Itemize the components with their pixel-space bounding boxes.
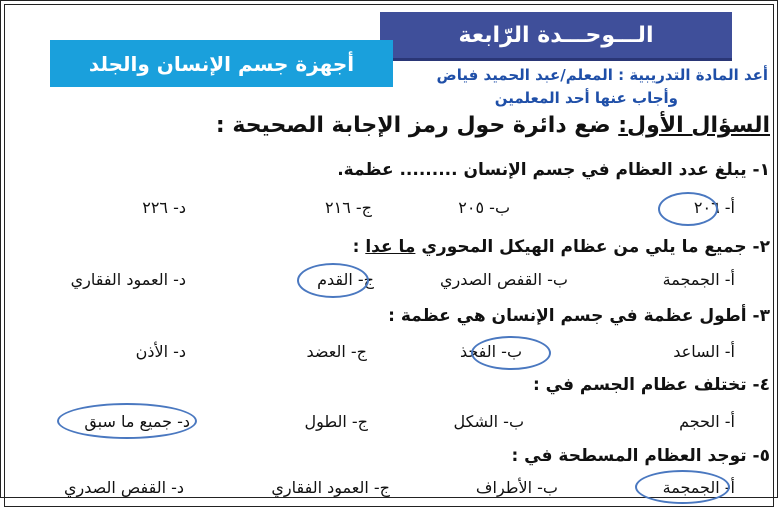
answer-circle-2 xyxy=(297,263,369,298)
answer-circle-3 xyxy=(471,336,551,370)
option-4-c[interactable]: ج- الطول xyxy=(304,412,368,431)
answer-circle-4 xyxy=(57,403,197,439)
question-title-label: السؤال الأول: xyxy=(618,113,770,138)
option-5-b[interactable]: ب- الأطراف xyxy=(475,478,558,497)
question-stem-4: ٤- تختلف عظام الجسم في : xyxy=(532,375,770,395)
answer-circle-5 xyxy=(635,470,730,504)
question-stem-5: ٥- توجد العظام المسطحة في : xyxy=(511,446,770,466)
subject-banner: أجهزة جسم الإنسان والجلد xyxy=(50,40,393,87)
option-3-c[interactable]: ج- العضد xyxy=(306,342,367,361)
option-2-d[interactable]: د- العمود الفقاري xyxy=(70,270,186,289)
answer-circle-1 xyxy=(658,192,718,226)
question-stem-1: ١- يبلغ عدد العظام في جسم الإنسان ......... عظمة. xyxy=(337,160,770,180)
option-2-b[interactable]: ب- القفص الصدري xyxy=(440,270,568,289)
question-stem-3: ٣- أطول عظمة في جسم الإنسان هي عظمة : xyxy=(388,306,770,326)
option-5-c[interactable]: ج- العمود الفقاري xyxy=(271,478,390,497)
option-2-c[interactable]: ج- القدم xyxy=(317,270,374,289)
question-title-instruction: ضع دائرة حول رمز الإجابة الصحيحة : xyxy=(215,113,619,138)
option-1-d[interactable]: د- ٢٢٦ xyxy=(142,198,186,217)
unit-banner: الـــوحـــدة الرّابعة xyxy=(380,12,732,61)
option-1-a[interactable]: أ- ٢٠٦ xyxy=(693,198,735,217)
option-4-a[interactable]: أ- الحجم xyxy=(679,412,735,431)
option-4-d[interactable]: د- جميع ما سبق xyxy=(84,412,190,431)
option-3-b[interactable]: ب- الفخذ xyxy=(459,342,522,361)
option-1-b[interactable]: ب- ٢٠٥ xyxy=(458,198,510,217)
question-stem-2 xyxy=(353,237,770,257)
option-3-a[interactable]: أ- الساعد xyxy=(673,342,735,361)
option-3-d[interactable]: د- الأذن xyxy=(135,342,186,361)
option-1-c[interactable]: ج- ٢١٦ xyxy=(325,198,372,217)
prepared-by-line: أعد المادة التدريبية : المعلم/عبد الحميد فياض xyxy=(436,66,768,84)
option-4-b[interactable]: ب- الشكل xyxy=(453,412,524,431)
answered-by-line: وأجاب عنها أحد المعلمين xyxy=(494,89,678,107)
question-stem-2-end: : xyxy=(352,237,366,257)
question-title xyxy=(216,113,770,138)
option-5-a[interactable]: أ- الجمجمة xyxy=(662,478,735,497)
question-stem-2-except: ما عدا xyxy=(365,237,416,257)
option-2-a[interactable]: أ- الجمجمة xyxy=(662,270,735,289)
question-stem-2-main: ٢- جميع ما يلي من عظام الهيكل المحوري xyxy=(415,237,770,257)
option-5-d[interactable]: د- القفص الصدري xyxy=(63,478,184,497)
